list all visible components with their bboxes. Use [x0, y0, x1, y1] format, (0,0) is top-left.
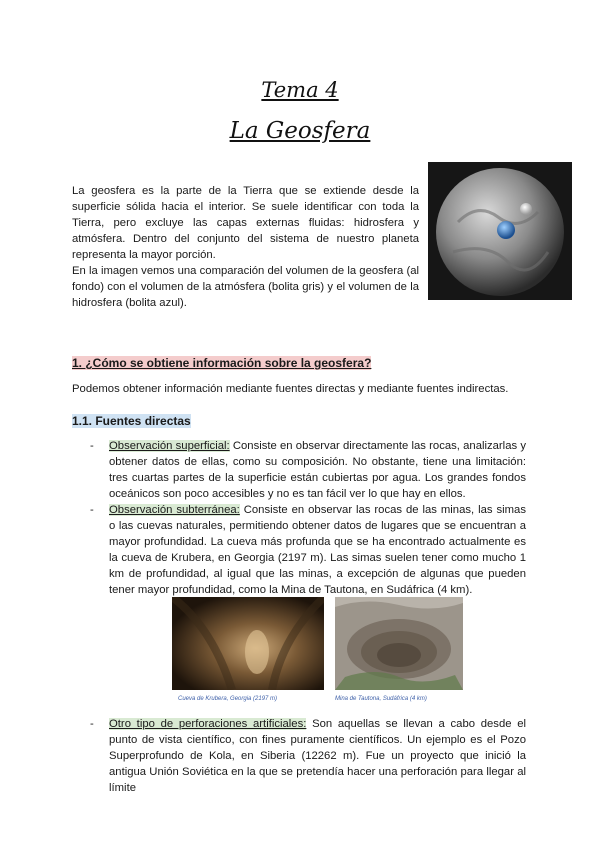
mine-caption: Mina de Tautona, Sudáfrica (4 km): [335, 696, 427, 702]
bullet-marker: -: [90, 504, 94, 516]
cave-photo: [172, 597, 324, 690]
mine-photo: [335, 597, 463, 690]
section-1-text: Podemos obtener información mediante fuentes directas y mediante fuentes indirectas.: [72, 383, 509, 395]
cave-caption: Cueva de Krubera, Georgia (2197 m): [178, 696, 278, 702]
intro-paragraph-2: En la imagen vemos una comparación del volumen de la geosfera (al fondo) con el volumen de la atmósfera (bolita gris) y el volumen de la hidrosfera (bolita azul).: [72, 265, 419, 309]
page-title: Tema 4: [261, 78, 339, 102]
bullet-observacion-subterranea: Observación subterránea: Consiste en observar las rocas de las minas, las simas o las cuevas naturales, permitiendo obtener datos de lugares que se encuentran a mayor profundidad. La cueva más profunda que se ha encontrado actualmente es la cueva de Krubera, en Georgia (2197 m). Las simas suelen tener como mucho 1 km de profundidad, al igual que las minas, a excepción de algunas que pueden tener mayor profundidad, como la Mina de Tautona, en Sudáfrica (4 km).: [109, 504, 526, 596]
page-subtitle: La Geosfera: [229, 118, 371, 144]
bullet-label: Observación subterránea:: [109, 504, 240, 516]
bullet-label: Observación superficial:: [109, 440, 230, 452]
bullet-marker: -: [90, 440, 94, 452]
bullet-marker: -: [90, 718, 94, 730]
section-1-heading: 1. ¿Cómo se obtiene información sobre la geosfera?: [72, 356, 372, 370]
section-1-1-heading: 1.1. Fuentes directas: [72, 414, 191, 428]
geosphere-comparison-image: [428, 162, 572, 300]
bullet-observacion-superficial: Observación superficial: Consiste en observar directamente las rocas, analizarlas y obtener datos de ellas, como su composición. No obstante, tiene una limitación: tres cuartas partes de la superficie están cubiertas por agua. Los grandes fondos oceánicos son poco accesibles y no es tan fácil ver lo que hay en ellos.: [109, 440, 526, 500]
intro-paragraph-1: La geosfera es la parte de la Tierra que se extiende desde la superficie sólida hacia el interior. Se suele identificar con toda la Tierra, pero excluye las capas externas fluidas: hidrosfera y atmósfera. Dentro del conjunto del sistema de nuestro planeta representa la mayor porción.: [72, 185, 419, 261]
bullet-label: Otro tipo de perforaciones artificiales:: [109, 718, 307, 730]
bullet-otras-perforaciones: Otro tipo de perforaciones artificiales: Son aquellas se llevan a cabo desde el punto de vista científico, con fines puramente científicos. Un ejemplo es el Pozo Superprofundo de Kola, en Siberia (12262 m). Fue un proyecto que inició la antigua Unión Soviética en la que se pretendía hacer una perforación para llegar al límite: [109, 718, 527, 794]
